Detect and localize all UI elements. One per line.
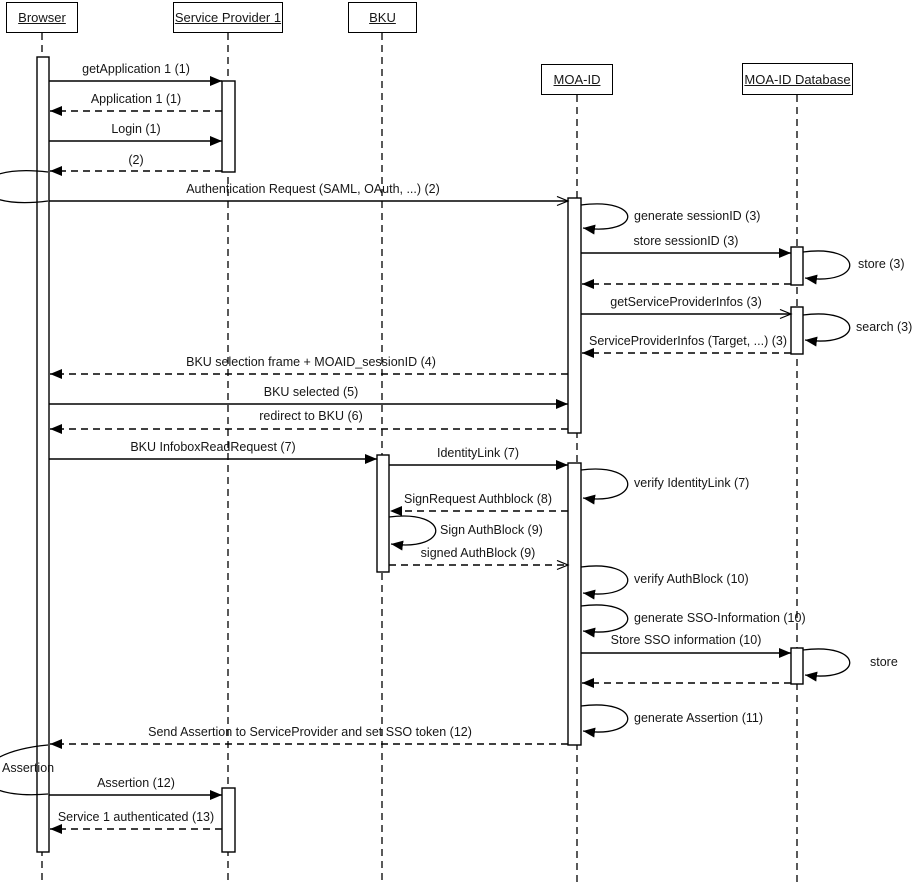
selfcall-label-generate-sso-information: generate SSO-Information (10) [634, 611, 806, 625]
service-provider-activation-2 [222, 788, 235, 852]
message-label-login: Login (1) [111, 122, 161, 136]
actor-bku [348, 2, 417, 33]
message-label-send-assertion: Send Assertion to ServiceProvider and set SSO token (12) [148, 725, 472, 739]
actor-browser-label: Browser [18, 10, 66, 25]
loop-verify-authblock [581, 566, 628, 594]
message-label-signrequest-authblock: SignRequest Authblock (8) [403, 492, 553, 506]
moa-id-activation-1 [568, 198, 581, 433]
message-label-service-authenticated: Service 1 authenticated (13) [57, 810, 215, 824]
loop-store [803, 649, 850, 676]
moa-id-activation-2 [568, 463, 581, 745]
selfcall-label-sign-authblock: Sign AuthBlock (9) [440, 523, 543, 537]
assertion-loop-label: Assertion [2, 761, 55, 775]
loop-generate-sessionid [581, 204, 628, 229]
message-label-return-2: (2) [128, 153, 144, 167]
selfcall-label-search: search (3) [856, 320, 912, 334]
selfcall-label-verify-identitylink: verify IdentityLink (7) [634, 476, 750, 490]
message-label-redirect-to-bku: redirect to BKU (6) [259, 409, 363, 423]
loop-verify-identitylink [581, 469, 628, 499]
loop-generate-assertion [581, 705, 628, 732]
message-label-serviceproviderinfos: ServiceProviderInfos (Target, ...) (3) [589, 334, 787, 348]
message-label-signed-authblock: signed AuthBlock (9) [420, 546, 536, 560]
message-label-getserviceproviderinfos: getServiceProviderInfos (3) [610, 295, 762, 309]
selfcall-label-generate-sessionid: generate sessionID (3) [634, 209, 761, 223]
bku-activation [377, 455, 389, 572]
message-label-authentication-request: Authentication Request (SAML, OAuth, ...) (2) [186, 182, 440, 196]
loop-sign-authblock [389, 516, 436, 545]
loop-generate-sso-information [581, 605, 628, 632]
selfcall-label-verify-authblock: verify AuthBlock (10) [634, 572, 749, 586]
message-label-bku-selection-frame: BKU selection frame + MOAID_sessionID (4) [186, 355, 436, 369]
actor-service-provider-1 [173, 2, 283, 33]
actor-moa-id-label: MOA-ID [553, 72, 601, 87]
actor-service-provider-1-label: Service Provider 1 [174, 10, 282, 25]
loop-search [803, 314, 850, 341]
loop-store-3 [803, 251, 850, 279]
message-label-store-sessionid: store sessionID (3) [633, 234, 739, 248]
browser-activation [37, 57, 49, 852]
database-activation-2 [791, 307, 803, 354]
message-label-getapplication: getApplication 1 (1) [82, 62, 190, 76]
message-label-assertion: Assertion (12) [97, 776, 175, 790]
selfcall-label-store: store [870, 655, 898, 669]
actor-moa-id-database-label: MOA-ID Database [744, 71, 851, 87]
database-activation-1 [791, 247, 803, 285]
message-label-bku-selected: BKU selected (5) [263, 385, 359, 399]
actor-moa-id-database [742, 63, 853, 95]
message-label-identitylink: IdentityLink (7) [437, 446, 519, 460]
actor-moa-id [541, 64, 613, 95]
message-label-application: Application 1 (1) [90, 92, 182, 106]
message-label-store-sso-information: Store SSO information (10) [610, 633, 762, 647]
message-label-bku-infoboxreadrequest: BKU InfoboxReadRequest (7) [130, 440, 296, 454]
selfcall-label-generate-assertion: generate Assertion (11) [634, 711, 764, 725]
actor-browser [6, 2, 78, 33]
actor-bku-label: BKU [369, 10, 396, 25]
selfcall-label-store-3: store (3) [858, 257, 905, 271]
service-provider-activation-1 [222, 81, 235, 172]
database-activation-3 [791, 648, 803, 684]
